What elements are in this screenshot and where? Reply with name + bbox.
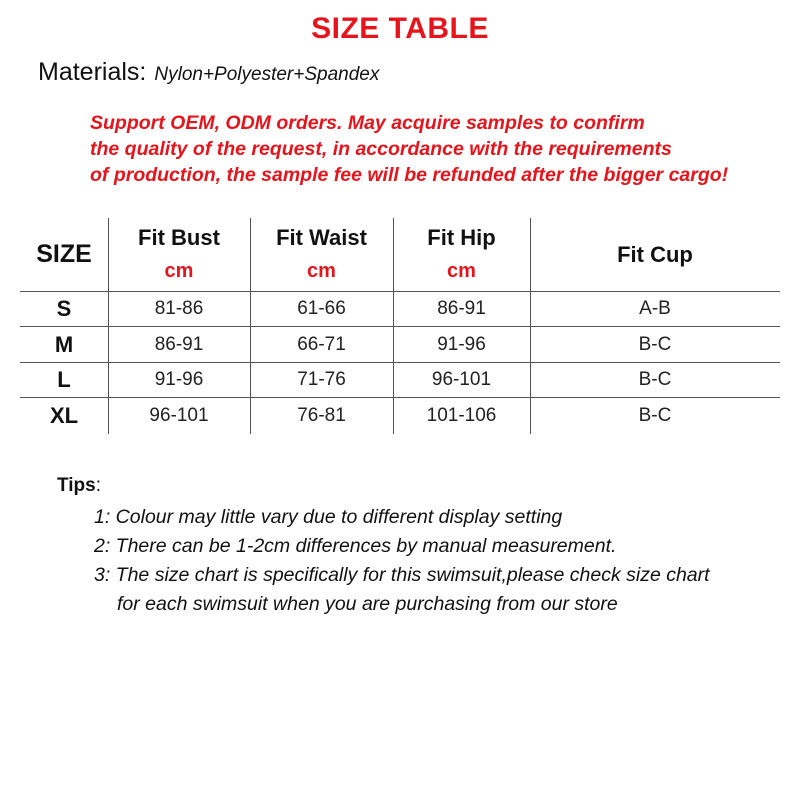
header-hip — [393, 218, 530, 291]
header-hip-title: Fit Hip — [427, 224, 496, 250]
cell-bust: 96-101 — [149, 405, 209, 426]
materials-value: Nylon+Polyester+Spandex — [154, 64, 380, 85]
cell-bust: 81-86 — [154, 298, 204, 319]
row-size-label: XL — [49, 403, 79, 428]
tips-colon: : — [95, 475, 101, 496]
cell-waist: 66-71 — [297, 333, 346, 355]
header-bust — [108, 218, 250, 291]
tip-item: 3: The size chart is specifically for this swimsuit,please check size chart — [94, 564, 710, 586]
cell-waist: 71-76 — [297, 369, 346, 390]
cell-waist: 76-81 — [297, 405, 346, 426]
tip-item: 2: There can be 1-2cm differences by manual measurement. — [94, 535, 617, 557]
row-size-label: L — [57, 367, 71, 392]
header-waist-title: Fit Waist — [276, 224, 367, 250]
tips-list — [94, 503, 784, 619]
header-size: SIZE — [36, 240, 92, 268]
cell-bust: 86-91 — [154, 333, 204, 355]
size-table — [20, 218, 780, 434]
cell-cup: A-B — [639, 298, 671, 319]
cell-bust: 91-96 — [154, 369, 204, 390]
tip-item: 1: Colour may little vary due to different display setting — [94, 506, 563, 528]
notice-line: of production, the sample fee will be refunded after the bigger cargo! — [90, 164, 729, 186]
cell-hip: 91-96 — [437, 333, 486, 355]
header-hip-unit: cm — [447, 259, 476, 282]
cell-cup: B-C — [638, 369, 672, 390]
cell-cup: B-C — [638, 405, 672, 426]
oem-notice — [90, 110, 780, 188]
cell-hip: 96-101 — [431, 369, 492, 390]
materials-line — [38, 58, 379, 87]
tip-item-continued: for each swimsuit when you are purchasing from our store — [117, 593, 618, 615]
row-size-label: M — [54, 331, 74, 357]
header-waist — [250, 218, 393, 291]
header-waist-unit: cm — [307, 259, 336, 282]
header-cup: Fit Cup — [617, 241, 693, 267]
materials-label: Materials: — [38, 58, 147, 86]
cell-cup: B-C — [638, 333, 672, 355]
notice-line: the quality of the request, in accordance with the requirements — [90, 138, 672, 160]
cell-hip: 101-106 — [426, 405, 497, 426]
header-bust-title: Fit Bust — [138, 224, 220, 250]
notice-line: Support OEM, ODM orders. May acquire samples to confirm — [90, 112, 645, 134]
cell-waist: 61-66 — [297, 298, 346, 319]
tips-heading — [57, 475, 101, 497]
row-size-label: S — [56, 296, 72, 321]
header-bust-unit: cm — [164, 259, 194, 282]
tips-label: Tips — [57, 475, 96, 496]
cell-hip: 86-91 — [437, 298, 486, 319]
page-title: SIZE TABLE — [311, 12, 489, 45]
